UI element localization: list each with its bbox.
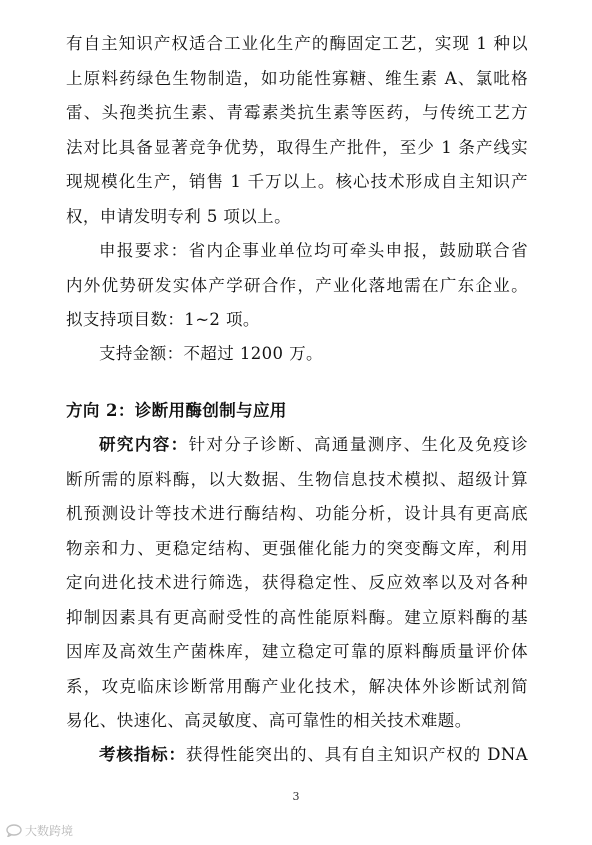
text-line: 拟支持项目数：1~2 项。 bbox=[66, 310, 260, 329]
text-line: 有自主知识产权适合工业化生产的酶固定工艺，实现 1 种以 bbox=[66, 34, 528, 53]
watermark-text: 大数跨境 bbox=[25, 824, 74, 838]
watermark bbox=[6, 822, 73, 839]
text-line: 雷、头孢类抗生素、青霉素类抗生素等医药，与传统工艺方 bbox=[66, 103, 528, 122]
text-line: 现规模化生产，销售 1 千万以上。核心技术形成自主知识产 bbox=[66, 172, 528, 191]
text-line bbox=[66, 428, 528, 463]
text-line: 因库及高效生产菌株库，建立稳定可靠的原料酶质量评价体 bbox=[66, 642, 528, 661]
text-line bbox=[66, 738, 528, 773]
text-line: 定向进化技术进行筛选，获得稳定性、反应效率以及对各种 bbox=[66, 573, 528, 592]
text-line: 机预测设计等技术进行酶结构、功能分析，设计具有更高底 bbox=[66, 504, 528, 523]
text-line: 抑制因素具有更高耐受性的高性能原料酶。建立原料酶的基 bbox=[66, 607, 528, 627]
assessment-text: 获得性能突出的、具有自主知识产权的 DNA bbox=[185, 745, 528, 764]
text-line: 法对比具备显著竞争优势，取得生产批件，至少 1 条产线实 bbox=[66, 137, 528, 157]
assessment-label: 考核指标： bbox=[99, 745, 186, 764]
section-2-title: 方向 2：诊断用酶创制与应用 bbox=[66, 401, 287, 420]
text-line: 申报要求：省内企事业单位均可牵头申报，鼓励联合省 bbox=[99, 241, 528, 260]
chat-bubble-logo-icon bbox=[6, 824, 22, 837]
research-text: 针对分子诊断、高通量测序、生化及免疫诊 bbox=[188, 435, 528, 454]
text-line: 物亲和力、更稳定结构、更强催化能力的突变酶文库，利用 bbox=[66, 538, 528, 558]
text-line: 断所需的原料酶，以大数据、生物信息技术模拟、超级计算 bbox=[66, 469, 528, 489]
paragraph-funding bbox=[66, 337, 528, 372]
paragraph-application-requirements bbox=[66, 234, 528, 338]
text-line: 易化、快速化、高灵敏度、高可靠性的相关技术难题。 bbox=[66, 711, 472, 730]
text-line: 上原料药绿色生物制造，如功能性寡糖、维生素 A、氯吡格 bbox=[66, 68, 528, 88]
paragraph-assessment bbox=[66, 738, 528, 773]
funding-amount: 支持金额：不超过 1200 万。 bbox=[99, 344, 323, 363]
research-label: 研究内容： bbox=[99, 435, 189, 454]
text-line: 内外优势研发实体产学研合作，产业化落地需在广东企业。 bbox=[66, 275, 528, 295]
paragraph-research-content bbox=[66, 428, 528, 739]
page-number: 3 bbox=[292, 790, 300, 803]
paragraph-objectives bbox=[66, 27, 528, 234]
text-line: 系，攻克临床诊断常用酶产业化技术，解决体外诊断试剂简 bbox=[66, 676, 528, 696]
text-line: 权，申请发明专利 5 项以上。 bbox=[66, 206, 291, 226]
section-heading bbox=[66, 394, 528, 429]
